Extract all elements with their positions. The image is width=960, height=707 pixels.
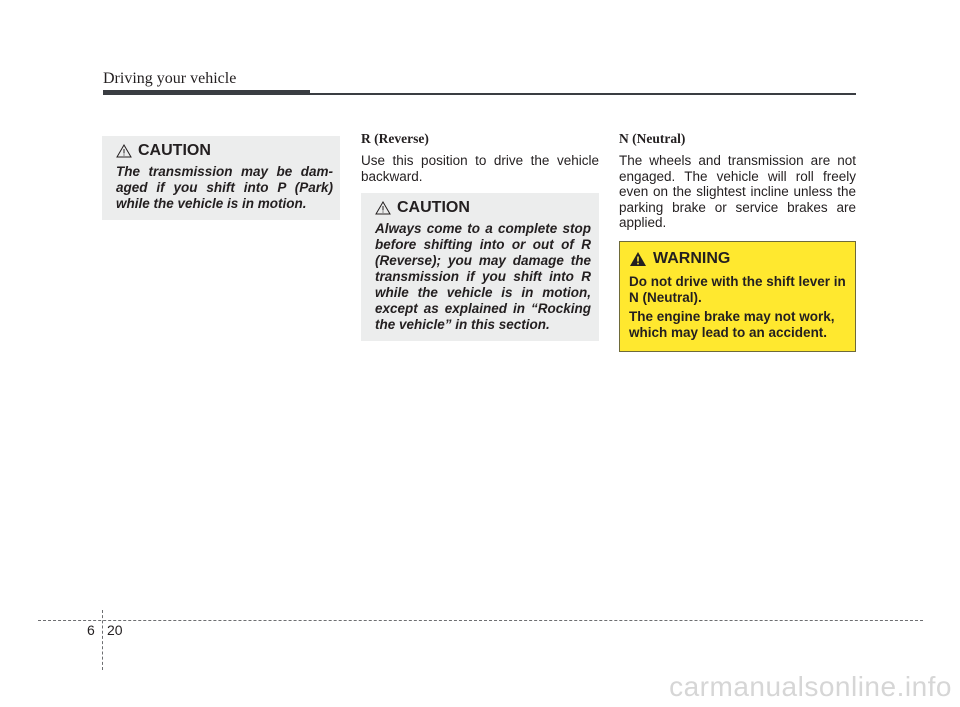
warning-triangle-icon — [629, 251, 647, 267]
caution-triangle-icon — [116, 144, 132, 158]
warning-line-2: The engine brake may not work, which may lead to an accident. — [629, 309, 835, 340]
neutral-text: The wheels and transmission are not engaged. The vehicle will roll freely even on the slightest incline unless the parking brake or service brakes are applied. — [619, 153, 856, 230]
watermark: carmanualsonline.info — [669, 671, 952, 702]
caution-heading — [116, 142, 333, 160]
reverse-text: Use this position to drive the vehicle backward. — [361, 153, 599, 184]
caution-heading — [375, 199, 591, 217]
reverse-section — [361, 131, 599, 184]
warning-line-1: Do not drive with the shift lever in N (Neutral). — [629, 274, 846, 305]
footer-rule — [38, 620, 923, 621]
reverse-heading: R (Reverse) — [361, 131, 429, 146]
caution-heading-text: CAUTION — [397, 199, 470, 216]
footer-divider — [102, 610, 103, 670]
warning-heading-text: WARNING — [653, 250, 731, 267]
neutral-section — [619, 131, 856, 231]
page-number: 20 — [107, 622, 123, 638]
warning-box-neutral — [619, 241, 856, 352]
warning-heading — [629, 250, 846, 268]
neutral-heading: N (Neutral) — [619, 131, 686, 146]
chapter-number: 6 — [87, 622, 95, 638]
caution-heading-text: CAUTION — [138, 142, 211, 159]
caution-triangle-icon — [375, 201, 391, 215]
caution-body: Always come to a complete stop before shifting into or out of R (Reverse); you may damage the transmission if you shift into R while the vehicle is in motion, except as explained in “Rocking the vehicle” in this section. — [375, 221, 591, 332]
caution-box-park — [102, 136, 340, 220]
header-rule-thin — [310, 93, 856, 95]
caution-body: The transmission may be dam-aged if you shift into P (Park) while the vehicle is in motion. — [116, 164, 333, 211]
caution-box-reverse — [361, 193, 599, 341]
header-rule-thick — [103, 90, 310, 95]
section-title: Driving your vehicle — [103, 70, 237, 87]
